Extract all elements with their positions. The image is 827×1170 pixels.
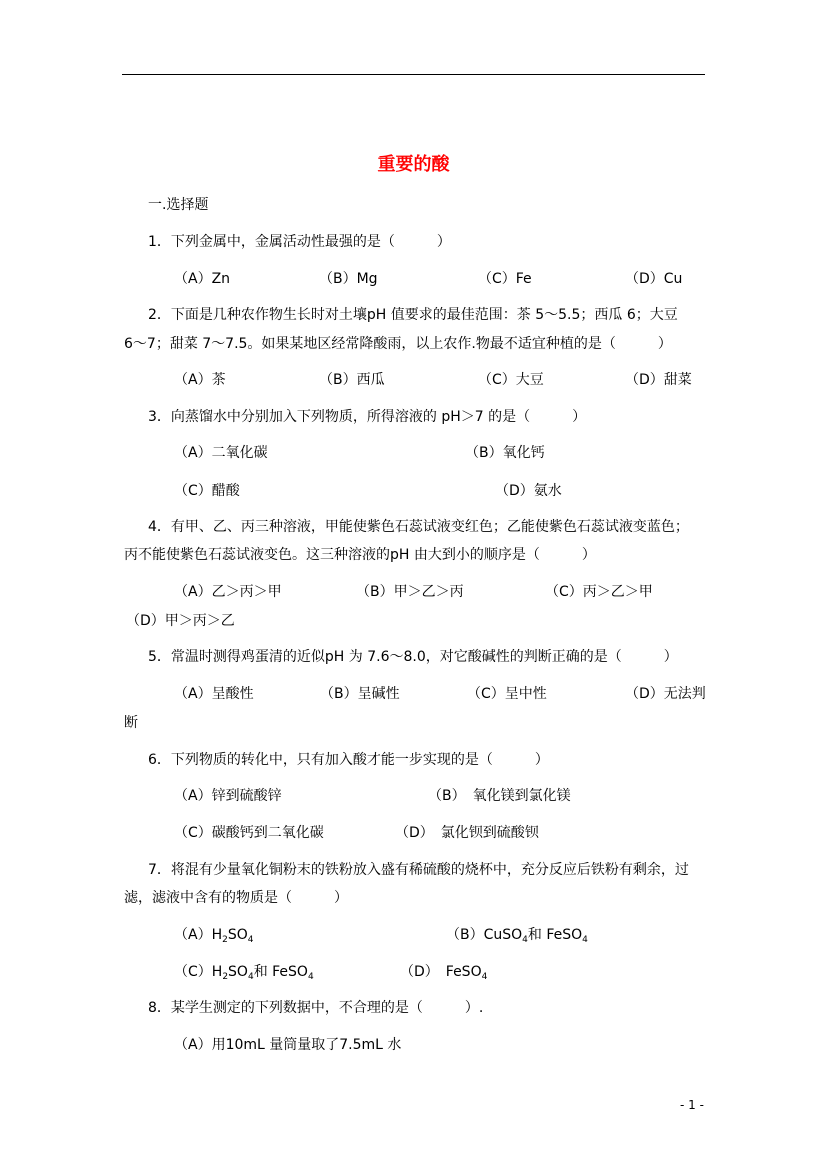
question-7-stem-line-1: 7．将混有少量氧化铜粉末的铁粉放入盛有稀硫酸的烧杯中，充分反应后铁粉有剩余，过: [148, 862, 689, 878]
question-2-option-c: （C）大豆: [478, 372, 544, 388]
question-5-option-b: （B）呈碱性: [320, 686, 400, 702]
question-8-stem: 8．某学生测定的下列数据中，不合理的是（ ）.: [148, 1000, 484, 1016]
question-1-option-c: （C）Fe: [478, 271, 532, 287]
question-5-option-c: （C）呈中性: [467, 686, 547, 702]
question-2-stem-line-2: 6～7；甜菜 7～7.5。如果某地区经常降酸雨，以上农作.物最不适宜种植的是（ ）: [124, 336, 672, 352]
question-7-option-a: [174, 926, 253, 944]
question-8-option-a: （A）用10mL 量筒量取了7.5mL 水: [174, 1037, 402, 1053]
question-4-stem-line-2: 丙不能使紫色石蕊试液变色。这三种溶液的pH 由大到小的顺序是（ ）: [124, 547, 596, 563]
question-6-stem: 6．下列物质的转化中，只有加入酸才能一步实现的是（ ）: [148, 752, 549, 768]
question-3-option-a: （A）二氧化碳: [174, 445, 268, 461]
formula-h2so4: $H_2SO_4$: [211, 927, 254, 945]
question-4-option-d: （D）甲＞丙＞乙: [126, 613, 235, 629]
question-3-stem: 3．向蒸馏水中分别加入下列物质，所得溶液的 pH＞7 的是（ ）: [148, 409, 587, 425]
question-7-option-c: [174, 963, 314, 981]
question-5-stem: 5．常温时测得鸡蛋清的近似pH 为 7.6～8.0，对它酸碱性的判断正确的是（ ）: [148, 649, 678, 665]
option-d-label: （D）: [400, 964, 446, 980]
question-6-option-b: （B） 氧化镁到氯化镁: [428, 788, 571, 804]
question-2-stem-line-1: 2．下面是几种农作物生长时对土壤pH 值要求的最佳范围：茶 5～5.5；西瓜 6；大豆: [148, 307, 678, 323]
question-6-option-c: （C）碳酸钙到二氧化碳: [174, 825, 324, 841]
question-4-option-b: （B）甲＞乙＞丙: [356, 584, 464, 600]
question-1-option-b: （B）Mg: [319, 271, 378, 287]
option-a-label: （A）: [174, 927, 212, 943]
question-1-option-a: （A）Zn: [174, 271, 231, 287]
page-number: - 1 -: [680, 1098, 704, 1112]
formula-h2so4-feso4: $H_2SO_4$和 FeSO$_4$: [211, 964, 314, 982]
question-7-option-b: [446, 926, 588, 944]
formula-feso4: FeSO$_4$: [445, 964, 488, 982]
question-1-option-d: （D）Cu: [625, 271, 683, 287]
question-2-option-b: （B）西瓜: [319, 372, 385, 388]
question-4-stem-line-1: 4．有甲、乙、丙三种溶液，甲能使紫色石蕊试液变红色；乙能使紫色石蕊试液变蓝色；: [148, 519, 689, 535]
section-heading: 一.选择题: [148, 197, 209, 213]
question-5-option-d: （D）无法判: [625, 686, 706, 702]
question-3-option-d: （D）氨水: [495, 483, 562, 499]
question-3-option-c: （C）醋酸: [174, 483, 240, 499]
option-c-label: （C）: [174, 964, 212, 980]
question-6-option-a: （A）锌到硫酸锌: [174, 788, 282, 804]
formula-cuso4-feso4: CuSO$_4$和 FeSO$_4$: [483, 927, 588, 945]
question-5-option-a: （A）呈酸性: [174, 686, 254, 702]
question-5-option-d-continued: 断: [124, 715, 138, 731]
page-title: 重要的酸: [377, 154, 450, 175]
question-7-option-d: [400, 963, 487, 981]
question-4-option-a: （A）乙＞丙＞甲: [174, 584, 282, 600]
header-rule: [122, 74, 705, 75]
question-3-option-b: （B）氧化钙: [465, 445, 545, 461]
question-4-option-c: （C）丙＞乙＞甲: [545, 584, 653, 600]
question-7-stem-line-2: 滤，滤液中含有的物质是（ ）: [124, 890, 348, 906]
question-2-option-a: （A）茶: [174, 372, 226, 388]
question-6-option-d: （D） 氯化钡到硫酸钡: [395, 825, 539, 841]
option-b-label: （B）: [446, 927, 484, 943]
question-2-option-d: （D）甜菜: [625, 372, 692, 388]
question-1-stem: 1．下列金属中，金属活动性最强的是（ ）: [148, 234, 451, 250]
